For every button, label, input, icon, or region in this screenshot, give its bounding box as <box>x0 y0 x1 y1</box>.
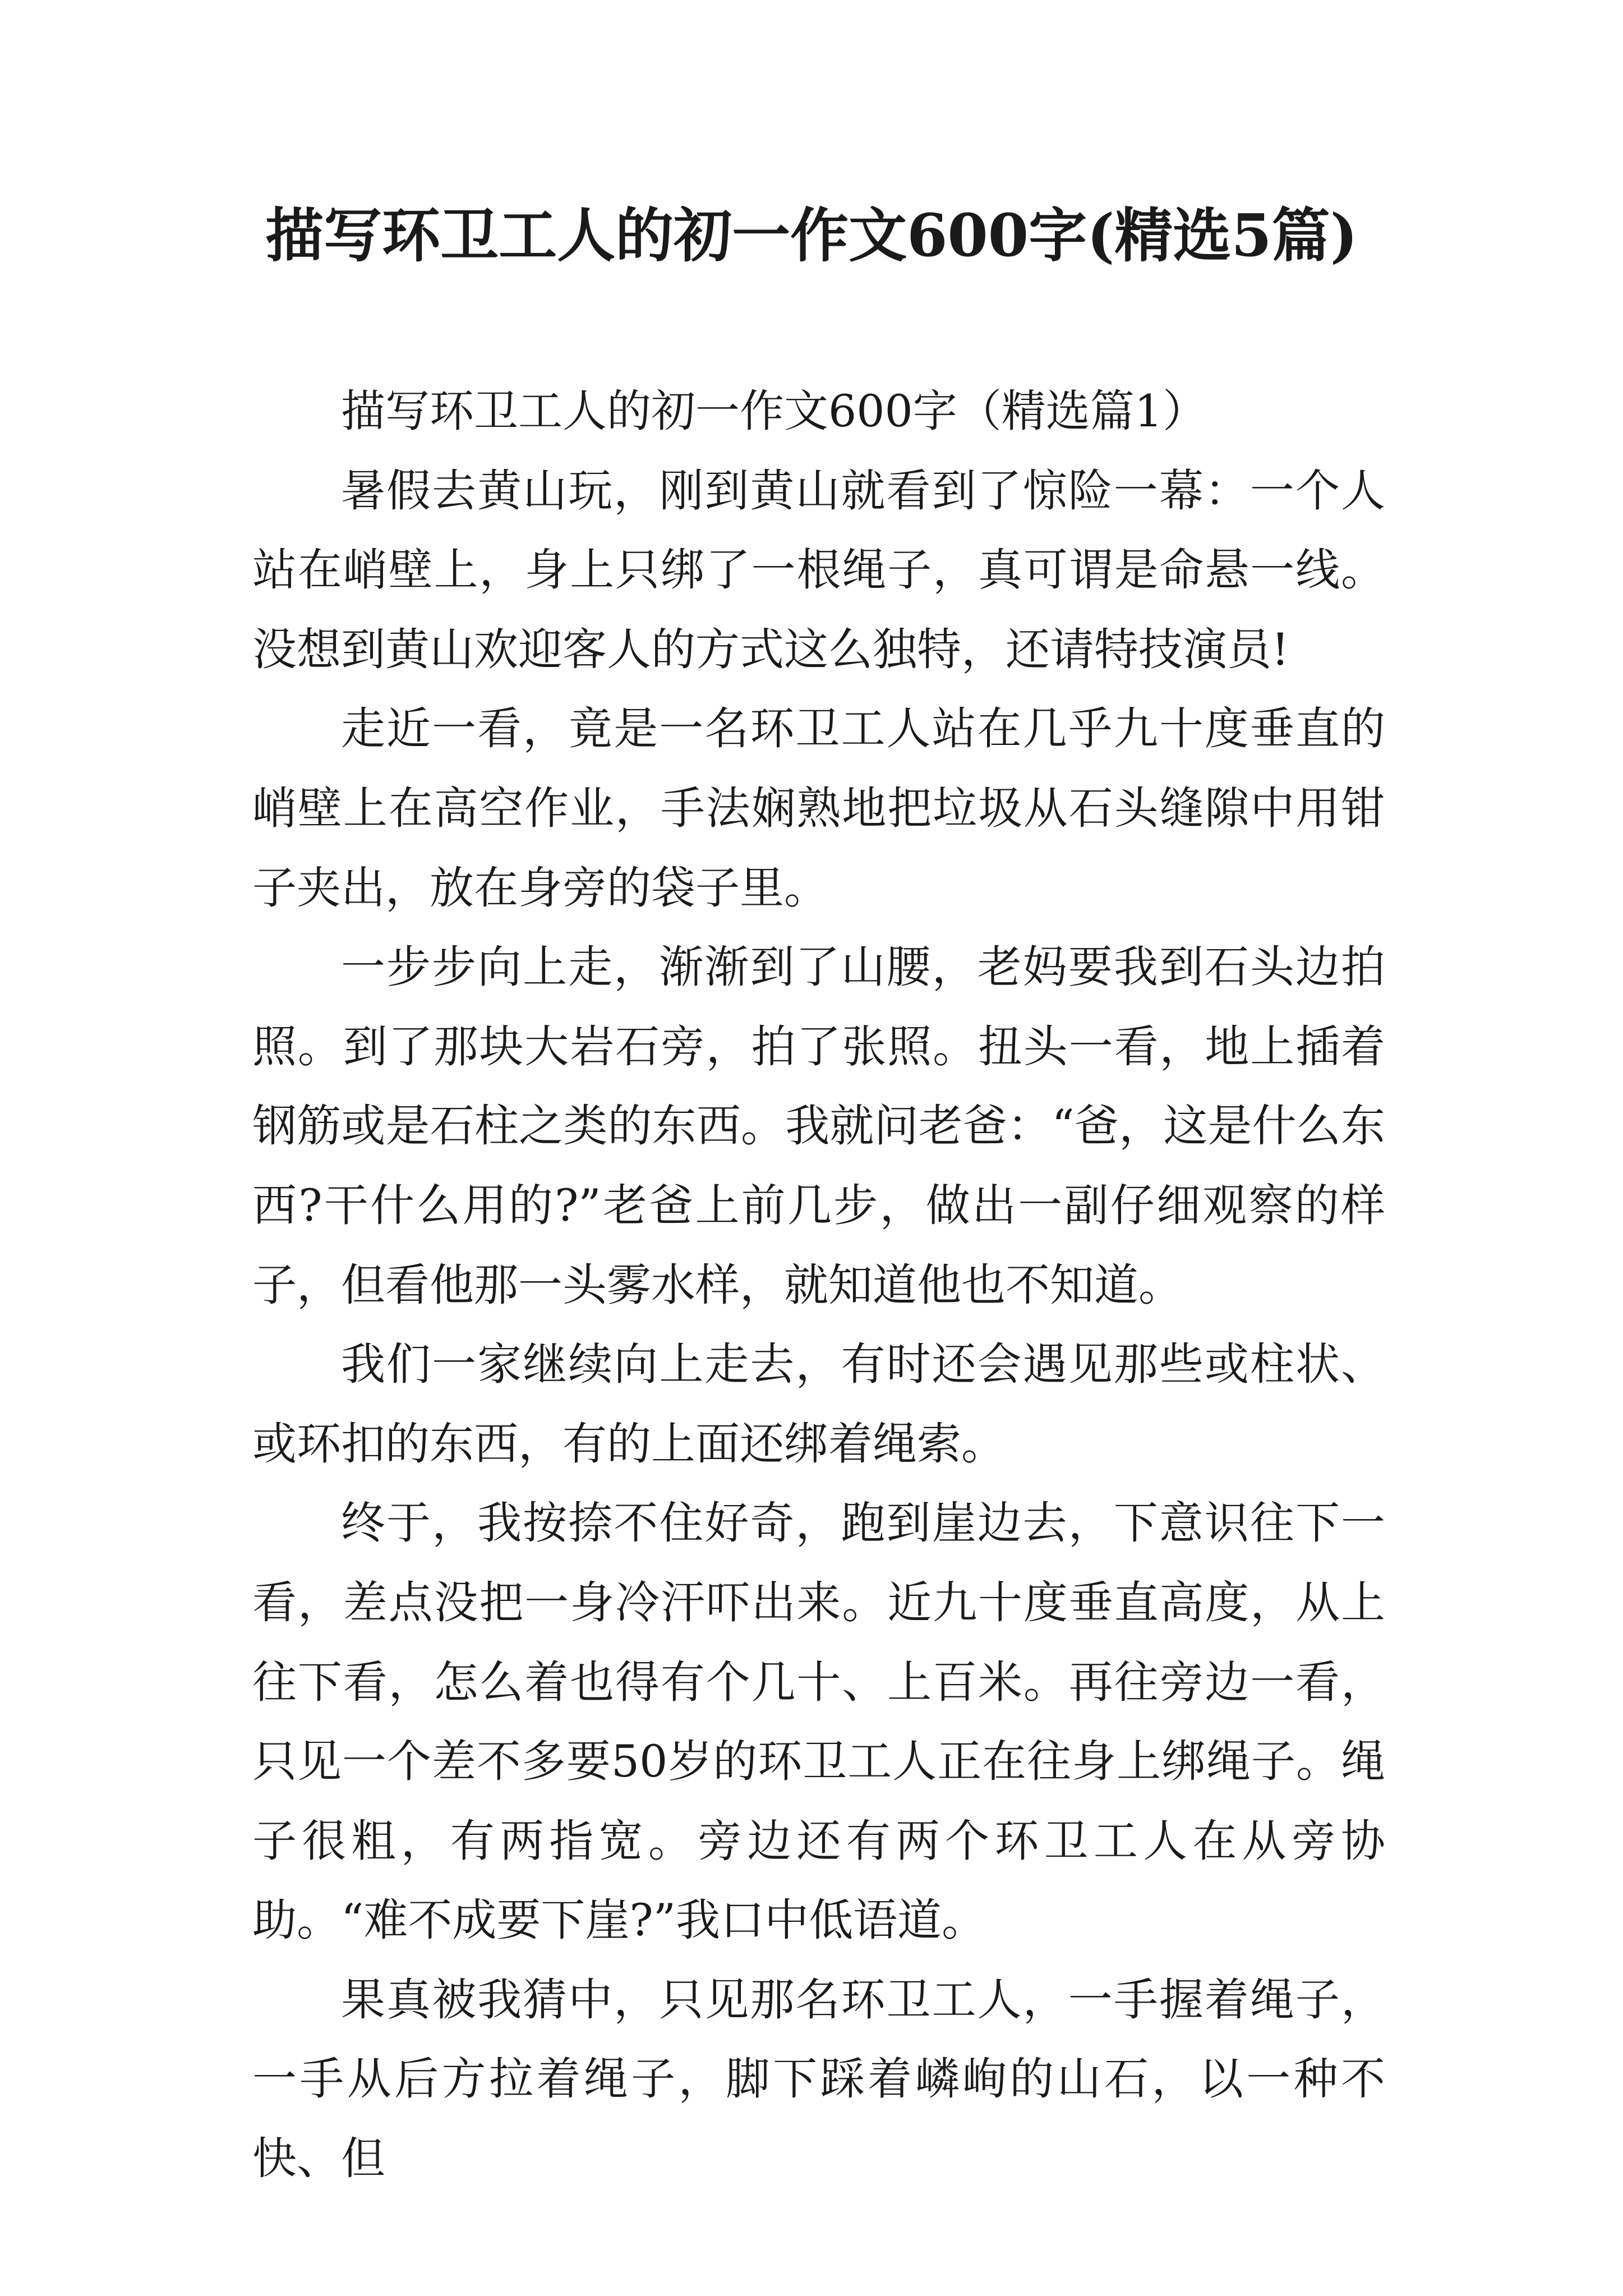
document-body <box>252 372 1385 2199</box>
section-heading: 描写环卫工人的初一作文600字（精选篇1） <box>341 385 1207 437</box>
paragraph: 果真被我猜中，只见那名环卫工人，一手握着绳子，一手从后方拉着绳子，脚下踩着嶙峋的山石，以一种不快、但 <box>252 1973 1385 2185</box>
paragraph: 终于，我按捺不住好奇，跑到崖边去，下意识往下一看，差点没把一身冷汗吓出来。近九十度垂直高度，从上往下看，怎么着也得有个几十、上百米。再往旁边一看，只见一个差不多要50岁的环卫工人正在往身上绑绳子。绳子很粗，有两指宽。旁边还有两个环卫工人在从旁协助。“难不成要下崖?”我口中低语道。 <box>252 1497 1385 1947</box>
paragraph: 我们一家继续向上走去，有时还会遇见那些或柱状、或环扣的东西，有的上面还绑着绳索。 <box>252 1338 1385 1470</box>
paragraph: 一步步向上走，渐渐到了山腰，老妈要我到石头边拍照。到了那块大岩石旁，拍了张照。扭头一看，地上插着钢筋或是石柱之类的东西。我就问老爸：“爸，这是什么东西?干什么用的?”老爸上前几步，做出一副仔细观察的样子，但看他那一头雾水样，就知道他也不知道。 <box>252 941 1385 1311</box>
paragraph: 走近一看，竟是一名环卫工人站在几乎九十度垂直的峭壁上在高空作业，手法娴熟地把垃圾从石头缝隙中用钳子夹出，放在身旁的袋子里。 <box>252 703 1385 914</box>
paragraph: 暑假去黄山玩，刚到黄山就看到了惊险一幕：一个人站在峭壁上，身上只绑了一根绳子，真可谓是命悬一线。没想到黄山欢迎客人的方式这么独特，还请特技演员! <box>252 464 1385 675</box>
document-title: 描写环卫工人的初一作文600字(精选5篇) <box>265 201 1358 270</box>
